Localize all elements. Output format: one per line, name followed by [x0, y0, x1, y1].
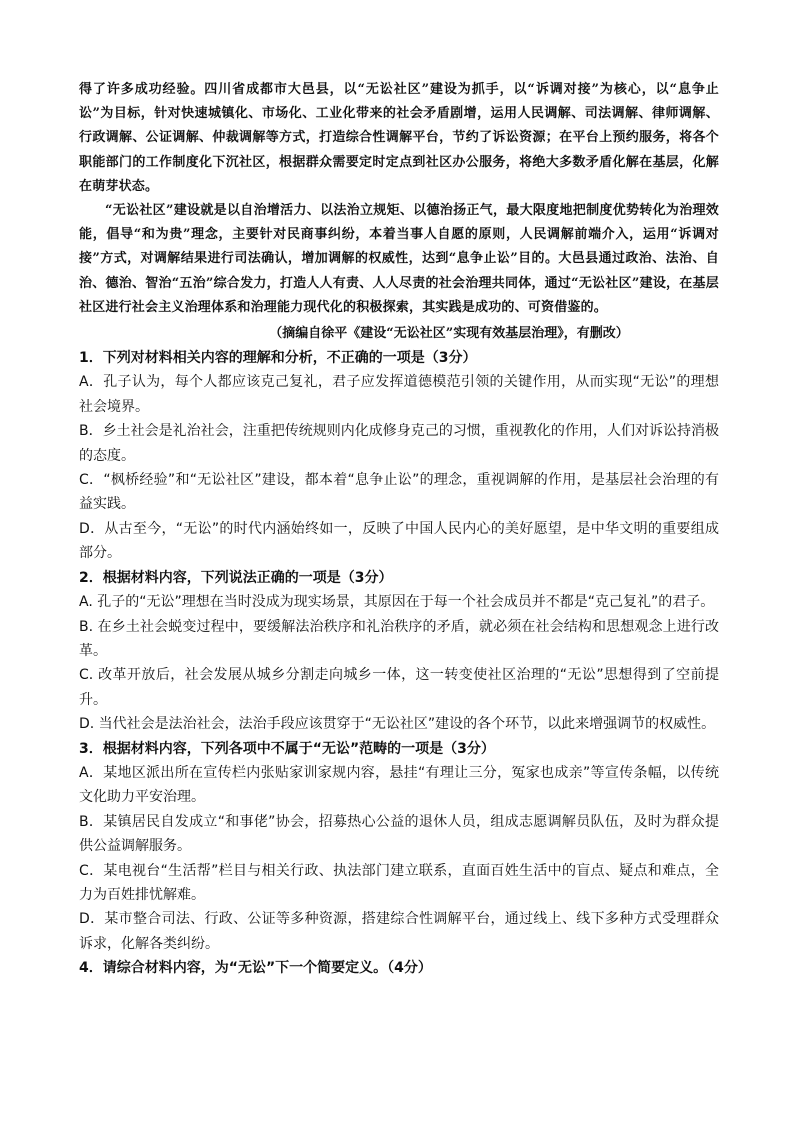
option-d: D．某市整合司法、行政、公证等多种资源，搭建综合性调解平台，通过线上、线下多种方式受理群众诉求，化解各类纠纷。: [79, 911, 719, 952]
option-a: A. 孔子的“无讼”理想在当时没成为现实场景，其原因在于每一个社会成员并不都是“克己复礼”的君子。: [79, 594, 715, 611]
option-c: C. 改革开放后，社会发展从城乡分割走向城乡一体，这一转变使社区治理的“无讼”思想得到了空前提升。: [79, 667, 719, 708]
question-2: [79, 566, 719, 737]
option-b: B．某镇居民自发成立“和事佬”协会，招募热心公益的退休人员，组成志愿调解员队伍，及时为群众提供公益调解服务。: [79, 813, 719, 855]
option-c: C．“枫桥经验”和“无讼社区”建设，都本着“息争止讼”的理念，重视调解的作用，是基层社会治理的有益实践。: [79, 472, 719, 513]
option-a: A．孔子认为，每个人都应该克己复礼，君子应发挥道德模范引领的关键作用，从而实现“无讼”的理想社会境界。: [79, 374, 719, 415]
question-stem: 2．根据材料内容，下列说法正确的一项是（3分）: [79, 569, 393, 586]
exam-page: [79, 78, 719, 981]
question-3: [79, 737, 719, 957]
reading-passage: [79, 78, 719, 346]
option-a: A．某地区派出所在宣传栏内张贴家训家规内容，悬挂“有理让三分，冤家也成亲”等宣传条幅，以传统文化助力平安治理。: [79, 764, 719, 806]
passage-paragraph-2: “无讼社区”建设就是以自治增活力、以法治立规矩、以德治扬正气，最大限度地把制度优势转化为治理效能，倡导“和为贵”理念，主要针对民商事纠纷，本着当事人自愿的原则，人民调解前端介入，运用“诉调对接”方式，对调解结果进行司法确认，增加调解的权威性，达到“息争止讼”目的。大邑县通过政治、法治、自治、德治、智治“五治”综合发力，打造人人有责、人人尽责的社会治理共同体，通过“无讼社区”建设，在基层社区进行社会主义治理体系和治理能力现代化的积极探索，其实践是成功的、可资借鉴的。: [79, 203, 719, 315]
passage-source: （摘编自徐平《建设“无讼社区”实现有效基层治理》，有删改）: [269, 326, 629, 342]
option-b: B．乡土社会是礼治社会，注重把传统规则内化成修身克己的习惯，重视教化的作用，人们对诉讼持消极的态度。: [79, 423, 719, 464]
option-c: C．某电视台“生活帮”栏目与相关行政、执法部门建立联系，直面百姓生活中的盲点、疑点和难点，全力为百姓排忧解难。: [79, 862, 719, 903]
option-d: D．从古至今，“无讼”的时代内涵始终如一，反映了中国人民内心的美好愿望，是中华文明的重要组成部分。: [79, 520, 719, 562]
question-4: [79, 956, 719, 980]
question-list: [79, 346, 719, 981]
question-stem: 3．根据材料内容，下列各项中不属于“无讼”范畴的一项是（3分）: [79, 740, 495, 757]
option-b: B. 在乡土社会蜕变过程中，要缓解法治秩序和礼治秩序的矛盾，就必须在社会结构和思想观念上进行改革。: [79, 618, 719, 659]
question-1: [79, 346, 719, 566]
passage-paragraph-1: 得了许多成功经验。四川省成都市大邑县，以“无讼社区”建设为抓手，以“诉调对接”为核心，以“息争止讼”为目标，针对快速城镇化、市场化、工业化带来的社会矛盾剧增，运用人民调解、司法调解、律师调解、行政调解、公证调解、仲裁调解等方式，打造综合性调解平台，节约了诉讼资源；在平台上预约服务，将各个职能部门的工作制度化下沉社区，根据群众需要定时定点到社区办公服务，将绝大多数矛盾化解在基层，化解在萌芽状态。: [79, 82, 719, 194]
option-d: D. 当代社会是法治社会，法治手段应该贯穿于“无讼社区”建设的各个环节，以此来增强调节的权威性。: [79, 716, 716, 733]
question-stem: 4．请综合材料内容，为“无讼”下一个简要定义。（4分）: [79, 960, 432, 977]
question-stem: 1．下列对材料相关内容的理解和分析，不正确的一项是（3分）: [79, 350, 477, 367]
